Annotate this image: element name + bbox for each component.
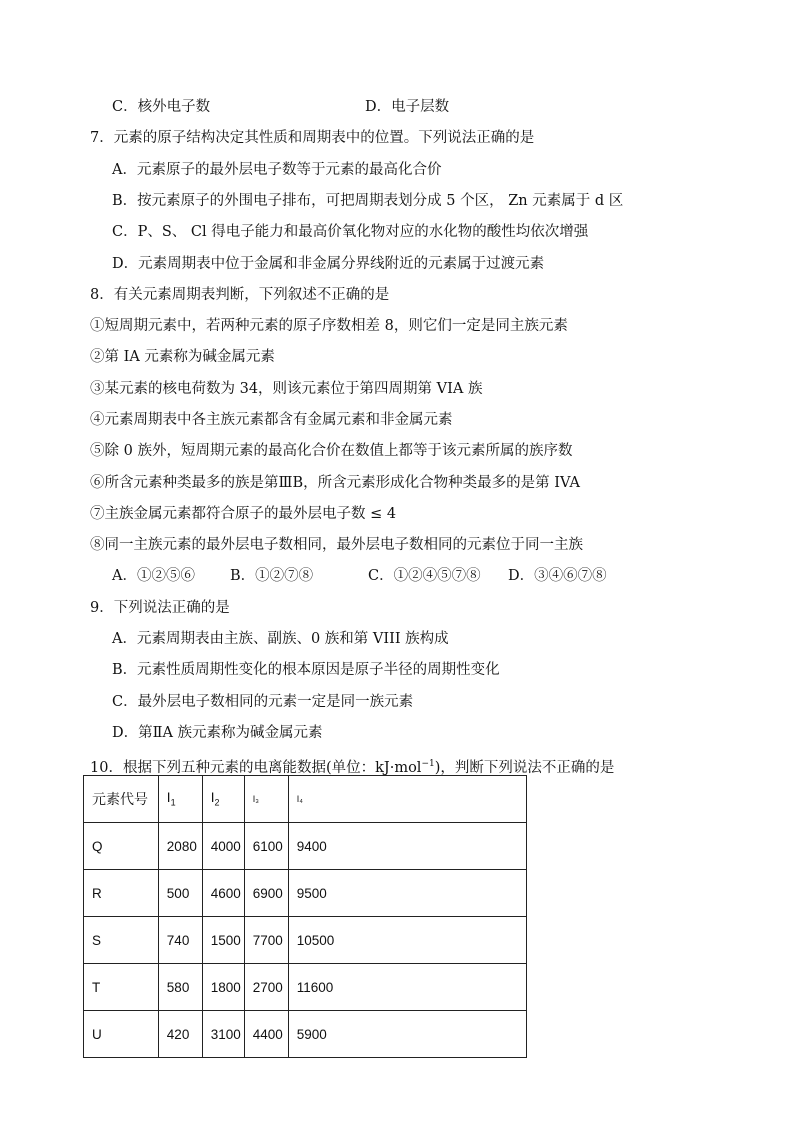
- cell-i3: 6100: [244, 823, 288, 870]
- q8-statement-2: ②第 IA 元素称为碱金属元素: [90, 349, 275, 365]
- cell-i4: 10500: [288, 917, 526, 964]
- cell-i2: 4600: [202, 870, 244, 917]
- cell-i4: 9500: [288, 870, 526, 917]
- q8-statement-1: ①短周期元素中，若两种元素的原子序数相差 8，则它们一定是同主族元素: [90, 318, 568, 334]
- cell-i2: 4000: [202, 823, 244, 870]
- q7-stem: 7．元素的原子结构决定其性质和周期表中的位置。下列说法正确的是: [90, 130, 535, 146]
- cell-code: R: [84, 870, 159, 917]
- cell-code: Q: [84, 823, 159, 870]
- header-i1: $I_1$: [158, 776, 202, 823]
- q6-option-d: D．电子层数: [365, 99, 450, 115]
- q8-statement-5: ⑤除 0 族外，短周期元素的最高化合价在数值上都等于该元素所属的族序数: [90, 443, 573, 459]
- q10-stem-main: 10．根据下列五种元素的电离能数据(单位：kJ·mol: [90, 759, 422, 776]
- cell-i3: 7700: [244, 917, 288, 964]
- q9-stem: 9．下列说法正确的是: [90, 600, 230, 616]
- q8-option-c: C．①②④⑤⑦⑧: [368, 568, 481, 584]
- table-row: [84, 823, 527, 870]
- cell-i1: 580: [158, 964, 202, 1011]
- cell-i2: 1800: [202, 964, 244, 1011]
- cell-code: S: [84, 917, 159, 964]
- q7-option-a: A．元素原子的最外层电子数等于元素的最高化合价: [112, 162, 442, 178]
- cell-i1: 740: [158, 917, 202, 964]
- q10-stem-unit-exponent: −1: [421, 759, 435, 769]
- q7-option-c: C．P、S、 Cl 得电子能力和最高价氧化物对应的水化物的酸性均依次增强: [112, 224, 589, 240]
- q8-statement-8: ⑧同一主族元素的最外层电子数相同，最外层电子数相同的元素位于同一主族: [90, 537, 583, 553]
- cell-i4: 11600: [288, 964, 526, 1011]
- table-row: [84, 1011, 527, 1058]
- q8-statement-7: ⑦主族金属元素都符合原子的最外层电子数 ≤ 4: [90, 506, 397, 522]
- q8-option-d: D．③④⑥⑦⑧: [508, 568, 607, 584]
- header-element-code: 元素代号: [84, 776, 159, 823]
- cell-code: T: [84, 964, 159, 1011]
- table-header-row: [84, 776, 527, 823]
- q7-option-d: D．元素周期表中位于金属和非金属分界线附近的元素属于过渡元素: [112, 256, 545, 272]
- q9-option-a: A．元素周期表由主族、副族、0 族和第 VIII 族构成: [112, 631, 449, 647]
- q8-statement-3: ③某元素的核电荷数为 34，则该元素位于第四周期第 VIA 族: [90, 381, 483, 397]
- q7-option-b: B．按元素原子的外围电子排布，可把周期表划分成 5 个区， Zn 元素属于 d 区: [112, 193, 624, 209]
- q8-statement-4: ④元素周期表中各主族元素都含有金属元素和非金属元素: [90, 412, 453, 428]
- q6-options-row: [112, 97, 612, 117]
- ionization-energy-table: [83, 775, 527, 1058]
- header-i4: I₄: [288, 776, 526, 823]
- cell-i4: 9400: [288, 823, 526, 870]
- table-row: [84, 870, 527, 917]
- table-row: [84, 964, 527, 1011]
- q9-option-c: C．最外层电子数相同的元素一定是同一族元素: [112, 694, 414, 710]
- cell-i3: 2700: [244, 964, 288, 1011]
- q6-option-c: C．核外电子数: [112, 99, 211, 115]
- q9-option-d: D．第ⅡA 族元素称为碱金属元素: [112, 725, 323, 741]
- q8-statement-6: ⑥所含元素种类最多的族是第ⅢB，所含元素形成化合物种类最多的是第 IVA: [90, 475, 580, 491]
- q9-option-b: B．元素性质周期性变化的根本原因是原子半径的周期性变化: [112, 662, 500, 678]
- cell-i3: 6900: [244, 870, 288, 917]
- cell-i3: 4400: [244, 1011, 288, 1058]
- cell-i2: 1500: [202, 917, 244, 964]
- q8-option-b: B．①②⑦⑧: [230, 568, 314, 584]
- cell-i4: 5900: [288, 1011, 526, 1058]
- table-row: [84, 917, 527, 964]
- q8-option-a: A．①②⑤⑥: [112, 568, 195, 584]
- header-i3: I₃: [244, 776, 288, 823]
- cell-i1: 2080: [158, 823, 202, 870]
- cell-code: U: [84, 1011, 159, 1058]
- cell-i1: 420: [158, 1011, 202, 1058]
- header-i2: $I_2$: [202, 776, 244, 823]
- q10-stem-tail: )，判断下列说法不正确的是: [434, 759, 615, 776]
- cell-i1: 500: [158, 870, 202, 917]
- q8-stem: 8．有关元素周期表判断，下列叙述不正确的是: [90, 287, 390, 303]
- cell-i2: 3100: [202, 1011, 244, 1058]
